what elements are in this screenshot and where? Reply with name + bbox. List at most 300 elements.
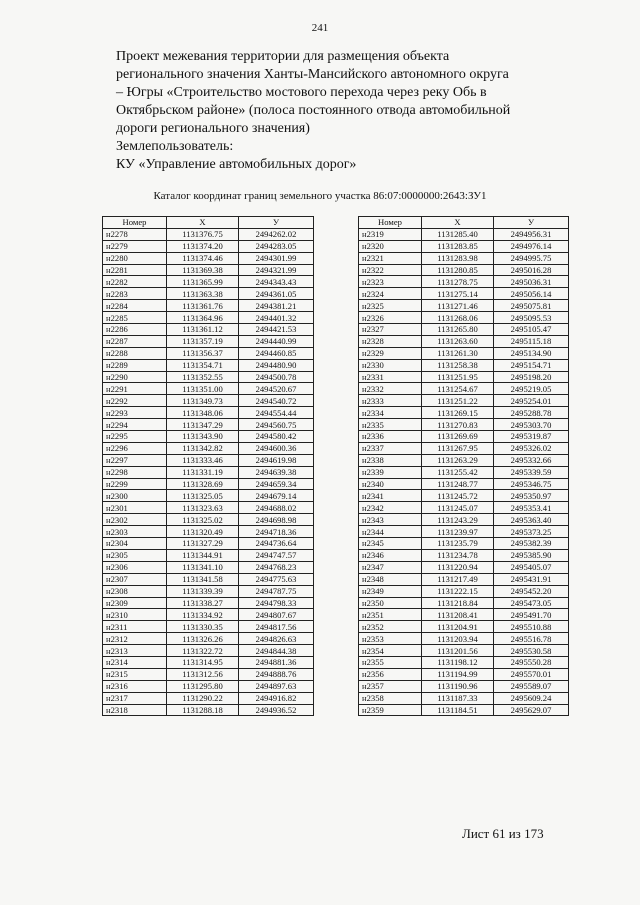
point-number-cell: н2285: [103, 312, 167, 324]
x-coordinate-cell: 1131365.99: [167, 276, 239, 288]
table-row: [359, 704, 569, 716]
title-line: регионального значения Ханты-Мансийского автономного округа: [116, 67, 509, 82]
table-row: [359, 442, 569, 454]
table-row: [359, 431, 569, 443]
x-coordinate-cell: 1131356.37: [167, 347, 239, 359]
x-coordinate-cell: 1131251.95: [422, 371, 494, 383]
coordinates-table-right: [358, 216, 569, 716]
sheet-label: Лист 61 из 173: [462, 826, 544, 841]
point-number-cell: н2299: [103, 478, 167, 490]
y-coordinate-cell: 2494995.75: [494, 252, 569, 264]
x-coordinate-cell: 1131334.92: [167, 609, 239, 621]
x-coordinate-cell: 1131330.35: [167, 621, 239, 633]
table-row: [103, 549, 314, 561]
point-number-cell: н2304: [103, 538, 167, 550]
y-coordinate-cell: 2495382.39: [494, 538, 569, 550]
document-title: [116, 48, 556, 174]
table-row: [359, 633, 569, 645]
table-row: [359, 407, 569, 419]
x-coordinate-cell: 1131341.10: [167, 561, 239, 573]
x-coordinate-cell: 1131348.06: [167, 407, 239, 419]
x-coordinate-cell: 1131217.49: [422, 573, 494, 585]
y-coordinate-cell: 2495452.20: [494, 585, 569, 597]
y-coordinate-cell: 2494560.75: [239, 419, 314, 431]
table-row: [103, 597, 314, 609]
point-number-cell: н2349: [359, 585, 422, 597]
x-coordinate-cell: 1131325.02: [167, 514, 239, 526]
table-row: [359, 324, 569, 336]
point-number-cell: н2284: [103, 300, 167, 312]
x-coordinate-cell: 1131347.29: [167, 419, 239, 431]
y-coordinate-cell: 2495385.90: [494, 549, 569, 561]
y-coordinate-cell: 2495154.71: [494, 359, 569, 371]
point-number-cell: н2298: [103, 466, 167, 478]
y-coordinate-cell: 2494343.43: [239, 276, 314, 288]
table-row: [359, 228, 569, 240]
table-row: [103, 442, 314, 454]
y-coordinate-cell: 2495016.28: [494, 264, 569, 276]
point-number-cell: н2343: [359, 514, 422, 526]
x-coordinate-cell: 1131341.58: [167, 573, 239, 585]
y-coordinate-cell: 2494826.63: [239, 633, 314, 645]
x-coordinate-cell: 1131263.60: [422, 335, 494, 347]
point-number-cell: н2331: [359, 371, 422, 383]
y-coordinate-cell: 2495319.87: [494, 431, 569, 443]
point-number-cell: н2315: [103, 668, 167, 680]
point-number-cell: н2302: [103, 514, 167, 526]
table-header-row: [103, 217, 314, 229]
point-number-cell: н2340: [359, 478, 422, 490]
table-row: [103, 300, 314, 312]
point-number-cell: н2294: [103, 419, 167, 431]
y-coordinate-cell: 2495491.70: [494, 609, 569, 621]
x-coordinate-cell: 1131361.12: [167, 324, 239, 336]
table-row: [103, 264, 314, 276]
x-coordinate-cell: 1131275.14: [422, 288, 494, 300]
point-number-cell: н2321: [359, 252, 422, 264]
x-coordinate-cell: 1131254.67: [422, 383, 494, 395]
point-number-cell: н2301: [103, 502, 167, 514]
x-coordinate-cell: 1131204.91: [422, 621, 494, 633]
table-row: [103, 621, 314, 633]
point-number-cell: н2327: [359, 324, 422, 336]
y-coordinate-cell: 2495326.02: [494, 442, 569, 454]
table-row: [359, 300, 569, 312]
y-coordinate-cell: 2494787.75: [239, 585, 314, 597]
y-coordinate-cell: 2494688.02: [239, 502, 314, 514]
table-row: [359, 514, 569, 526]
point-number-cell: н2295: [103, 431, 167, 443]
y-coordinate-cell: 2494768.23: [239, 561, 314, 573]
x-coordinate-cell: 1131354.71: [167, 359, 239, 371]
y-coordinate-cell: 2495510.88: [494, 621, 569, 633]
point-number-cell: н2306: [103, 561, 167, 573]
point-number-cell: н2283: [103, 288, 167, 300]
table-row: [103, 276, 314, 288]
x-coordinate-cell: 1131245.07: [422, 502, 494, 514]
table-row: [103, 312, 314, 324]
y-coordinate-cell: 2495431.91: [494, 573, 569, 585]
x-coordinate-cell: 1131220.94: [422, 561, 494, 573]
point-number-cell: н2352: [359, 621, 422, 633]
y-coordinate-cell: 2494361.05: [239, 288, 314, 300]
table-row: [359, 656, 569, 668]
table-row: [359, 609, 569, 621]
point-number-cell: н2324: [359, 288, 422, 300]
x-coordinate-cell: 1131357.19: [167, 335, 239, 347]
point-number-cell: н2344: [359, 526, 422, 538]
point-number-cell: н2309: [103, 597, 167, 609]
x-coordinate-cell: 1131201.56: [422, 645, 494, 657]
x-coordinate-cell: 1131322.72: [167, 645, 239, 657]
y-coordinate-cell: 2494679.14: [239, 490, 314, 502]
table-row: [103, 490, 314, 502]
table-row: [103, 656, 314, 668]
y-coordinate-cell: 2494554.44: [239, 407, 314, 419]
y-coordinate-cell: 2494718.36: [239, 526, 314, 538]
x-coordinate-cell: 1131267.95: [422, 442, 494, 454]
point-number-cell: н2342: [359, 502, 422, 514]
x-coordinate-cell: 1131271.46: [422, 300, 494, 312]
x-coordinate-cell: 1131245.72: [422, 490, 494, 502]
point-number-cell: н2325: [359, 300, 422, 312]
y-coordinate-cell: 2494956.31: [494, 228, 569, 240]
y-coordinate-cell: 2494916.82: [239, 692, 314, 704]
table-row: [359, 561, 569, 573]
x-coordinate-cell: 1131218.84: [422, 597, 494, 609]
table-row: [359, 668, 569, 680]
x-coordinate-cell: 1131295.80: [167, 680, 239, 692]
x-coordinate-cell: 1131331.19: [167, 466, 239, 478]
y-coordinate-cell: 2494976.14: [494, 240, 569, 252]
point-number-cell: н2297: [103, 454, 167, 466]
x-coordinate-cell: 1131364.96: [167, 312, 239, 324]
point-number-cell: н2318: [103, 704, 167, 716]
table-row: [359, 312, 569, 324]
table-row: [359, 466, 569, 478]
column-header-x: X: [167, 217, 239, 229]
table-row: [359, 549, 569, 561]
x-coordinate-cell: 1131363.38: [167, 288, 239, 300]
y-coordinate-cell: 2494321.99: [239, 264, 314, 276]
point-number-cell: н2338: [359, 454, 422, 466]
table-row: [359, 502, 569, 514]
x-coordinate-cell: 1131288.18: [167, 704, 239, 716]
y-coordinate-cell: 2495629.07: [494, 704, 569, 716]
table-row: [359, 585, 569, 597]
table-row: [103, 478, 314, 490]
title-line: Октябрьском районе» (полоса постоянного отвода автомобильной: [116, 103, 511, 118]
title-line: Проект межевания территории для размещения объекта: [116, 49, 450, 64]
table-row: [103, 704, 314, 716]
y-coordinate-cell: 2495339.59: [494, 466, 569, 478]
x-coordinate-cell: 1131323.63: [167, 502, 239, 514]
y-coordinate-cell: 2494421.53: [239, 324, 314, 336]
table-row: [103, 419, 314, 431]
table-row: [359, 359, 569, 371]
y-coordinate-cell: 2494619.98: [239, 454, 314, 466]
y-coordinate-cell: 2495303.70: [494, 419, 569, 431]
x-coordinate-cell: 1131325.05: [167, 490, 239, 502]
x-coordinate-cell: 1131190.96: [422, 680, 494, 692]
x-coordinate-cell: 1131222.15: [422, 585, 494, 597]
point-number-cell: н2317: [103, 692, 167, 704]
y-coordinate-cell: 2494747.57: [239, 549, 314, 561]
table-row: [103, 538, 314, 550]
y-coordinate-cell: 2494888.76: [239, 668, 314, 680]
point-number-cell: н2314: [103, 656, 167, 668]
column-header-x: X: [422, 217, 494, 229]
x-coordinate-cell: 1131374.20: [167, 240, 239, 252]
y-coordinate-cell: 2495105.47: [494, 324, 569, 336]
point-number-cell: н2286: [103, 324, 167, 336]
point-number-cell: н2305: [103, 549, 167, 561]
table-row: [103, 371, 314, 383]
y-coordinate-cell: 2495288.78: [494, 407, 569, 419]
x-coordinate-cell: 1131343.90: [167, 431, 239, 443]
y-coordinate-cell: 2495405.07: [494, 561, 569, 573]
y-coordinate-cell: 2494520.67: [239, 383, 314, 395]
table-row: [103, 431, 314, 443]
y-coordinate-cell: 2495115.18: [494, 335, 569, 347]
point-number-cell: н2330: [359, 359, 422, 371]
x-coordinate-cell: 1131326.26: [167, 633, 239, 645]
x-coordinate-cell: 1131283.85: [422, 240, 494, 252]
y-coordinate-cell: 2494283.05: [239, 240, 314, 252]
point-number-cell: н2320: [359, 240, 422, 252]
point-number-cell: н2310: [103, 609, 167, 621]
table-row: [359, 454, 569, 466]
x-coordinate-cell: 1131328.69: [167, 478, 239, 490]
y-coordinate-cell: 2494580.42: [239, 431, 314, 443]
y-coordinate-cell: 2495350.97: [494, 490, 569, 502]
x-coordinate-cell: 1131351.00: [167, 383, 239, 395]
title-line: – Югры «Строительство мостового перехода через реку Обь в: [116, 85, 487, 100]
point-number-cell: н2326: [359, 312, 422, 324]
y-coordinate-cell: 2495473.05: [494, 597, 569, 609]
table-row: [103, 407, 314, 419]
column-header-number: Номер: [103, 217, 167, 229]
point-number-cell: н2293: [103, 407, 167, 419]
table-row: [103, 324, 314, 336]
x-coordinate-cell: 1131239.97: [422, 526, 494, 538]
y-coordinate-cell: 2494897.63: [239, 680, 314, 692]
point-number-cell: н2278: [103, 228, 167, 240]
table-row: [103, 573, 314, 585]
x-coordinate-cell: 1131374.46: [167, 252, 239, 264]
x-coordinate-cell: 1131265.80: [422, 324, 494, 336]
point-number-cell: н2280: [103, 252, 167, 264]
x-coordinate-cell: 1131339.39: [167, 585, 239, 597]
y-coordinate-cell: 2494639.38: [239, 466, 314, 478]
table-row: [103, 633, 314, 645]
x-coordinate-cell: 1131203.94: [422, 633, 494, 645]
point-number-cell: н2328: [359, 335, 422, 347]
table-row: [103, 347, 314, 359]
point-number-cell: н2356: [359, 668, 422, 680]
x-coordinate-cell: 1131198.12: [422, 656, 494, 668]
x-coordinate-cell: 1131333.46: [167, 454, 239, 466]
table-row: [103, 680, 314, 692]
point-number-cell: н2303: [103, 526, 167, 538]
point-number-cell: н2358: [359, 692, 422, 704]
y-coordinate-cell: 2495516.78: [494, 633, 569, 645]
table-row: [359, 264, 569, 276]
table-row: [103, 561, 314, 573]
point-number-cell: н2289: [103, 359, 167, 371]
table-row: [359, 383, 569, 395]
point-number-cell: н2290: [103, 371, 167, 383]
y-coordinate-cell: 2494460.85: [239, 347, 314, 359]
point-number-cell: н2319: [359, 228, 422, 240]
point-number-cell: н2357: [359, 680, 422, 692]
y-coordinate-cell: 2495346.75: [494, 478, 569, 490]
y-coordinate-cell: 2495373.25: [494, 526, 569, 538]
y-coordinate-cell: 2495570.01: [494, 668, 569, 680]
table-row: [359, 288, 569, 300]
y-coordinate-cell: 2495134.90: [494, 347, 569, 359]
x-coordinate-cell: 1131344.91: [167, 549, 239, 561]
x-coordinate-cell: 1131187.33: [422, 692, 494, 704]
point-number-cell: н2287: [103, 335, 167, 347]
point-number-cell: н2359: [359, 704, 422, 716]
table-row: [103, 454, 314, 466]
column-header-y: У: [239, 217, 314, 229]
x-coordinate-cell: 1131208.41: [422, 609, 494, 621]
point-number-cell: н2292: [103, 395, 167, 407]
y-coordinate-cell: 2494936.52: [239, 704, 314, 716]
x-coordinate-cell: 1131270.83: [422, 419, 494, 431]
table-row: [359, 371, 569, 383]
point-number-cell: н2282: [103, 276, 167, 288]
y-coordinate-cell: 2494736.64: [239, 538, 314, 550]
x-coordinate-cell: 1131194.99: [422, 668, 494, 680]
y-coordinate-cell: 2494301.99: [239, 252, 314, 264]
point-number-cell: н2353: [359, 633, 422, 645]
y-coordinate-cell: 2494600.36: [239, 442, 314, 454]
x-coordinate-cell: 1131255.42: [422, 466, 494, 478]
point-number-cell: н2300: [103, 490, 167, 502]
point-number-cell: н2348: [359, 573, 422, 585]
x-coordinate-cell: 1131263.29: [422, 454, 494, 466]
x-coordinate-cell: 1131349.73: [167, 395, 239, 407]
column-header-y: У: [494, 217, 569, 229]
table-row: [103, 668, 314, 680]
x-coordinate-cell: 1131248.77: [422, 478, 494, 490]
table-row: [359, 597, 569, 609]
y-coordinate-cell: 2494798.33: [239, 597, 314, 609]
table-row: [359, 526, 569, 538]
point-number-cell: н2308: [103, 585, 167, 597]
point-number-cell: н2288: [103, 347, 167, 359]
table-row: [103, 228, 314, 240]
table-row: [103, 383, 314, 395]
table-row: [359, 621, 569, 633]
x-coordinate-cell: 1131285.40: [422, 228, 494, 240]
column-header-number: Номер: [359, 217, 422, 229]
y-coordinate-cell: 2495363.40: [494, 514, 569, 526]
y-coordinate-cell: 2495075.81: [494, 300, 569, 312]
point-number-cell: н2345: [359, 538, 422, 550]
point-number-cell: н2296: [103, 442, 167, 454]
table-row: [103, 692, 314, 704]
y-coordinate-cell: 2494844.38: [239, 645, 314, 657]
y-coordinate-cell: 2495198.20: [494, 371, 569, 383]
table-row: [103, 585, 314, 597]
y-coordinate-cell: 2495589.07: [494, 680, 569, 692]
point-number-cell: н2307: [103, 573, 167, 585]
y-coordinate-cell: 2495609.24: [494, 692, 569, 704]
table-row: [359, 252, 569, 264]
point-number-cell: н2332: [359, 383, 422, 395]
point-number-cell: н2329: [359, 347, 422, 359]
y-coordinate-cell: 2494817.56: [239, 621, 314, 633]
y-coordinate-cell: 2494262.02: [239, 228, 314, 240]
point-number-cell: н2350: [359, 597, 422, 609]
table-row: [359, 692, 569, 704]
table-header-row: [359, 217, 569, 229]
x-coordinate-cell: 1131338.27: [167, 597, 239, 609]
point-number-cell: н2281: [103, 264, 167, 276]
x-coordinate-cell: 1131320.49: [167, 526, 239, 538]
y-coordinate-cell: 2495530.58: [494, 645, 569, 657]
x-coordinate-cell: 1131312.56: [167, 668, 239, 680]
point-number-cell: н2279: [103, 240, 167, 252]
point-number-cell: н2313: [103, 645, 167, 657]
y-coordinate-cell: 2494500.78: [239, 371, 314, 383]
table-row: [359, 276, 569, 288]
table-row: [359, 395, 569, 407]
point-number-cell: н2351: [359, 609, 422, 621]
point-number-cell: н2323: [359, 276, 422, 288]
point-number-cell: н2312: [103, 633, 167, 645]
x-coordinate-cell: 1131290.22: [167, 692, 239, 704]
point-number-cell: н2341: [359, 490, 422, 502]
y-coordinate-cell: 2495219.05: [494, 383, 569, 395]
point-number-cell: н2334: [359, 407, 422, 419]
table-row: [103, 252, 314, 264]
table-row: [103, 466, 314, 478]
y-coordinate-cell: 2494401.32: [239, 312, 314, 324]
title-line: КУ «Управление автомобильных дорог»: [116, 157, 357, 172]
point-number-cell: н2339: [359, 466, 422, 478]
x-coordinate-cell: 1131235.79: [422, 538, 494, 550]
point-number-cell: н2333: [359, 395, 422, 407]
point-number-cell: н2291: [103, 383, 167, 395]
table-row: [359, 573, 569, 585]
point-number-cell: н2335: [359, 419, 422, 431]
x-coordinate-cell: 1131283.98: [422, 252, 494, 264]
point-number-cell: н2337: [359, 442, 422, 454]
table-row: [103, 645, 314, 657]
y-coordinate-cell: 2494807.67: [239, 609, 314, 621]
x-coordinate-cell: 1131243.29: [422, 514, 494, 526]
x-coordinate-cell: 1131327.29: [167, 538, 239, 550]
x-coordinate-cell: 1131369.38: [167, 264, 239, 276]
point-number-cell: н2355: [359, 656, 422, 668]
table-row: [103, 288, 314, 300]
x-coordinate-cell: 1131184.51: [422, 704, 494, 716]
table-row: [359, 240, 569, 252]
x-coordinate-cell: 1131376.75: [167, 228, 239, 240]
table-row: [359, 538, 569, 550]
point-number-cell: н2311: [103, 621, 167, 633]
x-coordinate-cell: 1131268.06: [422, 312, 494, 324]
point-number-cell: н2346: [359, 549, 422, 561]
table-row: [359, 347, 569, 359]
y-coordinate-cell: 2494440.99: [239, 335, 314, 347]
y-coordinate-cell: 2495036.31: [494, 276, 569, 288]
